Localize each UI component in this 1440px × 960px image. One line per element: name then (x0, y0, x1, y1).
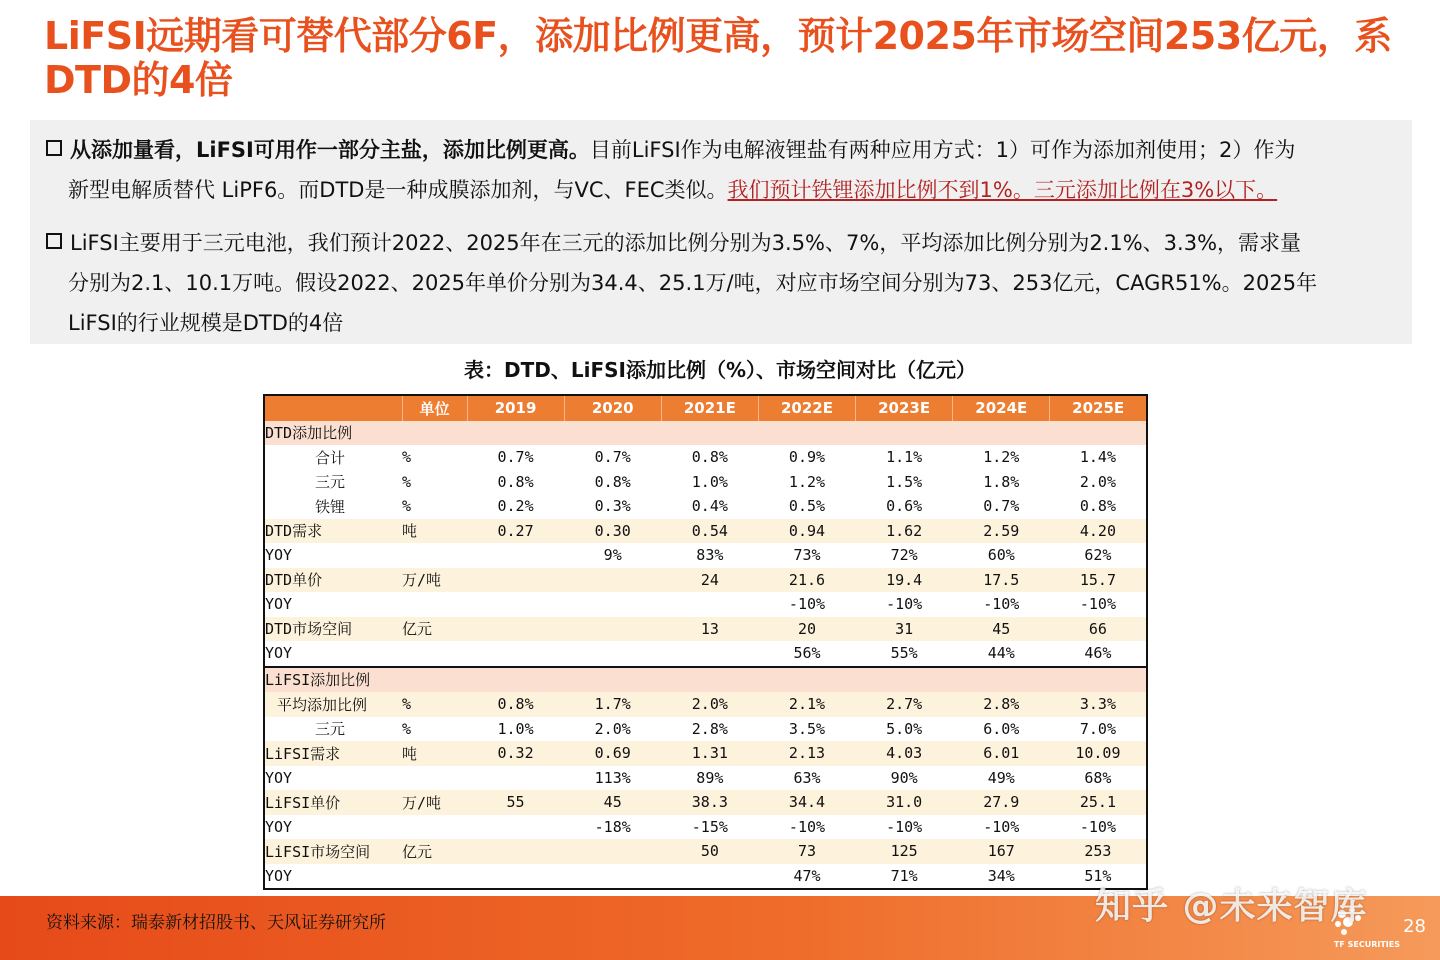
table-cell: 1.4% (1050, 445, 1147, 470)
table-cell: 46% (1050, 641, 1147, 667)
table-cell: 9% (564, 543, 661, 568)
table-cell: 50 (661, 839, 758, 864)
table-cell: 0.30 (564, 519, 661, 544)
table-cell (467, 839, 564, 864)
table-cell: 2.0% (661, 692, 758, 717)
bullet-2 (46, 223, 1386, 343)
table-caption: 表：DTD、LiFSI添加比例（%）、市场空间对比（亿元） (464, 358, 976, 382)
table-cell (1050, 667, 1147, 693)
table-cell: 4.03 (856, 741, 953, 766)
table-row (264, 568, 1147, 593)
table-cell: 27.9 (953, 790, 1050, 815)
table-header-row (264, 395, 1147, 421)
row-unit (402, 592, 467, 617)
table-cell: 44% (953, 641, 1050, 667)
row-unit: 吨 (402, 519, 467, 544)
table-cell: 0.69 (564, 741, 661, 766)
row-unit: 万/吨 (402, 568, 467, 593)
bullet-1-text: 目前LiFSI作为电解液锂盐有两种应用方式：1）可作为添加剂使用；2）作为 (589, 138, 1296, 162)
table-cell: 4.20 (1050, 519, 1147, 544)
table-cell: 2.8% (953, 692, 1050, 717)
table-cell: 83% (661, 543, 758, 568)
table-cell (1050, 421, 1147, 446)
table-cell: 0.2% (467, 494, 564, 519)
table-cell: 45 (953, 617, 1050, 642)
table-cell (467, 421, 564, 446)
table-cell (661, 592, 758, 617)
table-cell: -15% (661, 815, 758, 840)
table-cell: 2.8% (661, 717, 758, 742)
slide-title: LiFSI远期看可替代部分6F，添加比例更高，预计2025年市场空间253亿元，系DTD的4倍 (44, 14, 1392, 102)
table-row (264, 543, 1147, 568)
bullet-2-line2: 分别为2.1、10.1万吨。假设2022、2025年单价分别为34.4、25.1万/吨，对应市场空间分别为73、253亿元，CAGR51%。2025年 (68, 271, 1318, 295)
row-label: YOY (264, 592, 402, 617)
row-label: YOY (264, 641, 402, 667)
table-cell: 253 (1050, 839, 1147, 864)
table-cell (467, 766, 564, 791)
table-row (264, 766, 1147, 791)
table-cell: -10% (953, 815, 1050, 840)
table-cell (953, 667, 1050, 693)
table-cell: 60% (953, 543, 1050, 568)
table-cell (467, 641, 564, 667)
table-cell: 19.4 (856, 568, 953, 593)
table-cell: 62% (1050, 543, 1147, 568)
table-cell: 0.4% (661, 494, 758, 519)
table-cell: -10% (856, 815, 953, 840)
table-cell: 55% (856, 641, 953, 667)
row-unit (402, 864, 467, 890)
table-cell: 0.8% (1050, 494, 1147, 519)
table-cell: 0.54 (661, 519, 758, 544)
table-cell: 0.8% (467, 692, 564, 717)
table-cell: 7.0% (1050, 717, 1147, 742)
table-row (264, 494, 1147, 519)
table-cell: 55 (467, 790, 564, 815)
row-unit: 万/吨 (402, 790, 467, 815)
table-row (264, 641, 1147, 667)
table-cell: 2.7% (856, 692, 953, 717)
row-label: DTD单价 (264, 568, 402, 593)
row-label: 平均添加比例 (264, 692, 402, 717)
bullet-2-line1: LiFSI主要用于三元电池，我们预计2022、2025年在三元的添加比例分别为3.5%、7%，平均添加比例分别为2.1%、3.3%，需求量 (70, 231, 1302, 255)
table-cell: 68% (1050, 766, 1147, 791)
table-row (264, 667, 1147, 693)
table-cell: 1.62 (856, 519, 953, 544)
row-unit (402, 766, 467, 791)
row-label: YOY (264, 543, 402, 568)
table-cell: 38.3 (661, 790, 758, 815)
table-cell: 3.5% (758, 717, 855, 742)
row-label: YOY (264, 766, 402, 791)
table-cell (661, 641, 758, 667)
bullet-1-highlight: 我们预计铁锂添加比例不到1%。三元添加比例在3%以下。 (727, 178, 1278, 202)
table-header-cell: 2022E (758, 395, 855, 421)
table-cell (467, 617, 564, 642)
table-cell: 113% (564, 766, 661, 791)
table-cell: 5.0% (856, 717, 953, 742)
table-cell: 73 (758, 839, 855, 864)
bullet-square-icon (46, 233, 62, 249)
table-cell: 1.31 (661, 741, 758, 766)
table-cell: 0.5% (758, 494, 855, 519)
table-cell: 0.27 (467, 519, 564, 544)
table-cell: 6.01 (953, 741, 1050, 766)
table-header-cell: 2024E (953, 395, 1050, 421)
table-cell: 66 (1050, 617, 1147, 642)
row-unit: 吨 (402, 741, 467, 766)
table-cell: 63% (758, 766, 855, 791)
table-cell: 0.94 (758, 519, 855, 544)
row-label: DTD市场空间 (264, 617, 402, 642)
table-cell: 31 (856, 617, 953, 642)
table-cell: 0.8% (661, 445, 758, 470)
bullet-1-line2: 新型电解质替代 LiPF6。而DTD是一种成膜添加剂，与VC、FEC类似。 (68, 178, 728, 202)
row-unit: % (402, 692, 467, 717)
row-label: LiFSI单价 (264, 790, 402, 815)
table-cell: 167 (953, 839, 1050, 864)
table-cell (661, 421, 758, 446)
table-cell: 56% (758, 641, 855, 667)
table-cell (467, 543, 564, 568)
table-cell: 71% (856, 864, 953, 890)
table-cell: 0.7% (953, 494, 1050, 519)
table-cell (467, 667, 564, 693)
table-cell (758, 421, 855, 446)
table-cell: 6.0% (953, 717, 1050, 742)
table-cell (953, 421, 1050, 446)
source-note: 资料来源：瑞泰新材招股书、天风证券研究所 (46, 913, 386, 933)
table-cell (564, 864, 661, 890)
table-cell: -10% (856, 592, 953, 617)
row-label: LiFSI需求 (264, 741, 402, 766)
table-cell: 49% (953, 766, 1050, 791)
table-cell: 1.1% (856, 445, 953, 470)
table-cell: 25.1 (1050, 790, 1147, 815)
table-cell: -10% (1050, 815, 1147, 840)
row-unit (402, 815, 467, 840)
bullet-1 (46, 130, 1386, 210)
row-unit (402, 641, 467, 667)
table-cell: 17.5 (953, 568, 1050, 593)
row-unit: % (402, 717, 467, 742)
row-label: 合计 (264, 445, 402, 470)
table-cell: 2.59 (953, 519, 1050, 544)
table-cell: 89% (661, 766, 758, 791)
table-cell (564, 667, 661, 693)
table-cell: 2.0% (564, 717, 661, 742)
table-cell: 3.3% (1050, 692, 1147, 717)
table-cell (564, 839, 661, 864)
table-header-cell: 2020 (564, 395, 661, 421)
table-cell: 0.32 (467, 741, 564, 766)
table-cell (564, 592, 661, 617)
table-header-cell: 2021E (661, 395, 758, 421)
table-row (264, 864, 1147, 890)
table-row (264, 519, 1147, 544)
table-cell: 34% (953, 864, 1050, 890)
table-cell: 34.4 (758, 790, 855, 815)
table-row (264, 445, 1147, 470)
table-cell (467, 592, 564, 617)
table-cell: 20 (758, 617, 855, 642)
table-cell: 45 (564, 790, 661, 815)
summary-box (30, 120, 1412, 344)
page-number: 28 (1403, 916, 1426, 937)
table-cell: 51% (1050, 864, 1147, 890)
table-cell: 47% (758, 864, 855, 890)
table-cell: 0.7% (564, 445, 661, 470)
row-label: DTD需求 (264, 519, 402, 544)
row-label: DTD添加比例 (264, 421, 402, 446)
table-cell: 125 (856, 839, 953, 864)
table-cell: 1.7% (564, 692, 661, 717)
table-header-cell: 单位 (402, 395, 467, 421)
row-label: 三元 (264, 470, 402, 495)
table-cell: 2.0% (1050, 470, 1147, 495)
table-cell (856, 667, 953, 693)
table-cell (467, 815, 564, 840)
table-cell: 90% (856, 766, 953, 791)
table-row (264, 790, 1147, 815)
table-row (264, 717, 1147, 742)
table-cell: 0.8% (467, 470, 564, 495)
table-header-cell: 2023E (856, 395, 953, 421)
row-label: 三元 (264, 717, 402, 742)
table-cell (661, 667, 758, 693)
table-cell: -10% (953, 592, 1050, 617)
table-cell: 1.0% (661, 470, 758, 495)
table-cell (467, 864, 564, 890)
table-cell: 24 (661, 568, 758, 593)
table-cell (564, 641, 661, 667)
table-row (264, 421, 1147, 446)
table-cell: 73% (758, 543, 855, 568)
row-unit: 亿元 (402, 617, 467, 642)
table-row (264, 741, 1147, 766)
bullet-1-lead: 从添加量看，LiFSI可用作一部分主盐，添加比例更高。 (70, 138, 590, 162)
row-label: LiFSI添加比例 (264, 667, 402, 693)
table-cell (564, 568, 661, 593)
table-cell: 0.3% (564, 494, 661, 519)
table-cell: 10.09 (1050, 741, 1147, 766)
table-cell: 31.0 (856, 790, 953, 815)
bullet-square-icon (46, 140, 62, 156)
table-cell: 1.2% (758, 470, 855, 495)
table-row (264, 692, 1147, 717)
table-cell: 0.7% (467, 445, 564, 470)
row-label: 铁锂 (264, 494, 402, 519)
table-cell (564, 617, 661, 642)
table-cell: 1.2% (953, 445, 1050, 470)
table-row (264, 617, 1147, 642)
table-cell: 21.6 (758, 568, 855, 593)
row-unit (402, 667, 467, 693)
table-cell: 72% (856, 543, 953, 568)
table-cell: -18% (564, 815, 661, 840)
table-header-cell: 2019 (467, 395, 564, 421)
table-cell (661, 864, 758, 890)
watermark: 知乎 @未来智库 (1095, 886, 1368, 927)
row-unit (402, 543, 467, 568)
table-row (264, 592, 1147, 617)
table-row (264, 839, 1147, 864)
table-cell: -10% (758, 592, 855, 617)
table-cell (564, 421, 661, 446)
table-cell: -10% (758, 815, 855, 840)
table-cell: 0.6% (856, 494, 953, 519)
row-unit (402, 421, 467, 446)
table-cell: 2.1% (758, 692, 855, 717)
table-header-cell: 2025E (1050, 395, 1147, 421)
logo-caption: TF SECURITIES (1333, 940, 1400, 949)
table-cell (758, 667, 855, 693)
row-unit: % (402, 470, 467, 495)
table-header-cell (264, 395, 402, 421)
row-label: YOY (264, 815, 402, 840)
table-cell: 1.8% (953, 470, 1050, 495)
table-cell (467, 568, 564, 593)
bullet-2-line3: LiFSI的行业规模是DTD的4倍 (68, 311, 344, 335)
table-row (264, 815, 1147, 840)
table-cell: 0.9% (758, 445, 855, 470)
row-unit: % (402, 494, 467, 519)
table-cell: 0.8% (564, 470, 661, 495)
table-row (264, 470, 1147, 495)
row-unit: 亿元 (402, 839, 467, 864)
row-unit: % (402, 445, 467, 470)
table-cell: 1.5% (856, 470, 953, 495)
row-label: LiFSI市场空间 (264, 839, 402, 864)
table-cell: 15.7 (1050, 568, 1147, 593)
table-cell (856, 421, 953, 446)
table-cell: 13 (661, 617, 758, 642)
table-cell: -10% (1050, 592, 1147, 617)
table-cell: 2.13 (758, 741, 855, 766)
table-cell: 1.0% (467, 717, 564, 742)
row-label: YOY (264, 864, 402, 890)
comparison-table (263, 394, 1148, 890)
